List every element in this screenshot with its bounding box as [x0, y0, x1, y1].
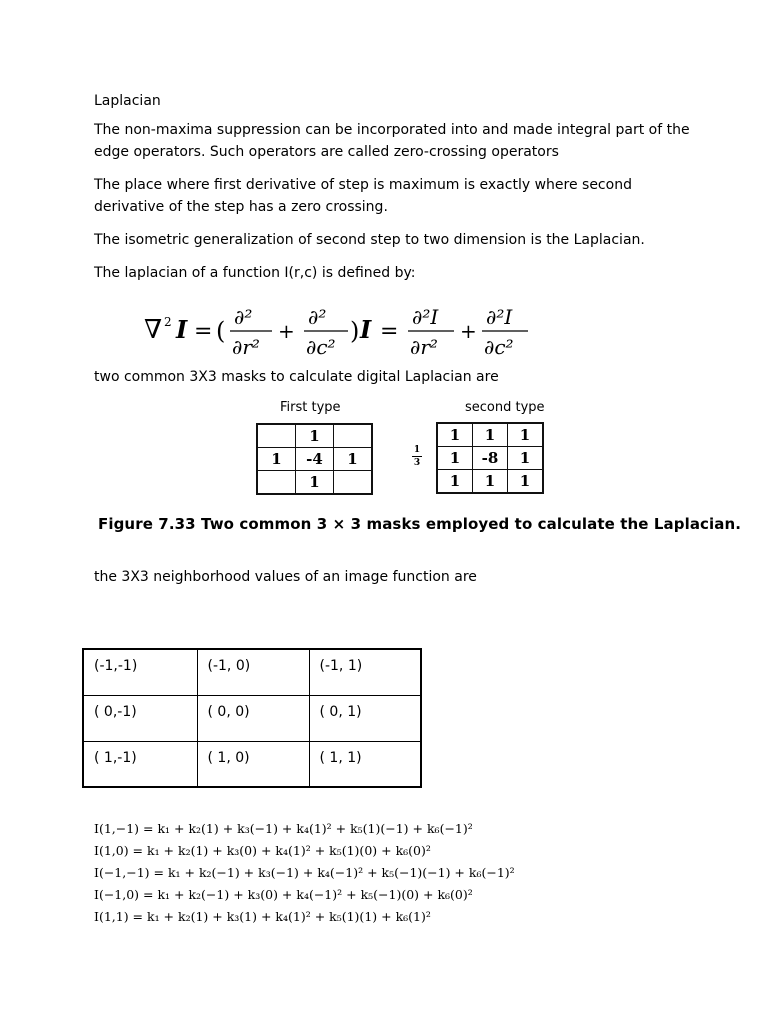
equation-list	[94, 818, 514, 928]
frac1-denominator: ∂r²	[232, 335, 260, 359]
equation-line: I(1,−1) = k₁ + k₂(1) + k₃(−1) + k₄(1)² + k₅(1)(−1) + k₆(−1)²	[94, 821, 473, 836]
mask2-cell: -8	[473, 447, 508, 470]
paragraph-non-maxima: The non-maxima suppression can be incorporated into and made integral part of the edge operators. Such operators are called zero-crossing operators	[94, 122, 690, 160]
scale-numerator: 1	[413, 445, 421, 455]
formula-right-paren: )	[350, 317, 360, 345]
table-cell: ( 0, 1)	[309, 695, 421, 741]
formula-I-left: I	[176, 315, 188, 344]
formula-plus-1: +	[278, 319, 295, 343]
mask1-cell: 1	[257, 448, 296, 471]
table-cell: ( 1, 1)	[309, 741, 421, 787]
mask-scale-fraction	[412, 445, 422, 468]
formula-plus-2: +	[460, 319, 477, 343]
first-type-mask	[256, 423, 373, 495]
paragraph-laplacian-definition: The laplacian of a function I(r,c) is defined by:	[94, 265, 416, 281]
mask2-cell: 1	[473, 423, 508, 447]
mask2-cell: 1	[437, 470, 473, 494]
paragraph-first-derivative: The place where first derivative of step is maximum is exactly where second derivative of the step has a zero crossing.	[94, 177, 632, 215]
figure-caption: Figure 7.33 Two common 3 × 3 masks employed to calculate the Laplacian.	[98, 515, 742, 533]
table-cell: ( 0,-1)	[83, 695, 197, 741]
second-type-mask	[436, 422, 544, 494]
frac4-denominator: ∂c²	[484, 335, 514, 359]
mask2-cell: 1	[508, 447, 544, 470]
formula-equals-2: =	[380, 319, 399, 344]
table-cell: (-1, 0)	[197, 649, 309, 695]
laplacian-formula	[144, 296, 544, 362]
frac3-denominator: ∂r²	[410, 335, 438, 359]
mask1-cell: 1	[296, 424, 334, 448]
table-row	[83, 649, 421, 695]
mask1-cell	[257, 424, 296, 448]
table-cell: ( 1, 0)	[197, 741, 309, 787]
neighborhood-table	[82, 648, 422, 788]
formula-I-mid: I	[360, 315, 372, 344]
mask2-cell: 1	[508, 470, 544, 494]
mask1-cell: -4	[296, 448, 334, 471]
nabla-exponent: 2	[164, 315, 172, 329]
first-type-label: First type	[280, 400, 341, 415]
mask2-cell: 1	[508, 423, 544, 447]
mask2-cell: 1	[437, 423, 473, 447]
heading-laplacian: Laplacian	[94, 93, 161, 109]
mask2-cell: 1	[437, 447, 473, 470]
equation-line: I(1,0) = k₁ + k₂(1) + k₃(0) + k₄(1)² + k₅(1)(0) + k₆(0)²	[94, 843, 431, 858]
frac2-denominator: ∂c²	[306, 335, 336, 359]
mask1-cell: 1	[334, 448, 373, 471]
equation-line: I(−1,0) = k₁ + k₂(−1) + k₃(0) + k₄(−1)² + k₅(−1)(0) + k₆(0)²	[94, 887, 473, 902]
equation-line: I(−1,−1) = k₁ + k₂(−1) + k₃(−1) + k₄(−1)² + k₅(−1)(−1) + k₆(−1)²	[94, 865, 515, 880]
mask1-cell	[257, 471, 296, 495]
equation-line: I(1,1) = k₁ + k₂(1) + k₃(1) + k₄(1)² + k₅(1)(1) + k₆(1)²	[94, 909, 431, 924]
table-cell: ( 0, 0)	[197, 695, 309, 741]
mask1-cell	[334, 424, 373, 448]
table-row	[83, 695, 421, 741]
formula-left-paren: (	[216, 317, 226, 345]
paragraph-isometric: The isometric generalization of second step to two dimension is the Laplacian.	[94, 232, 645, 248]
second-type-label: second type	[465, 400, 545, 415]
table-cell: (-1, 1)	[309, 649, 421, 695]
frac2-numerator: ∂²	[308, 305, 327, 329]
table-row	[83, 741, 421, 787]
paragraph-neighborhood: the 3X3 neighborhood values of an image function are	[94, 569, 477, 585]
frac3-numerator: ∂²I	[412, 305, 439, 329]
table-cell: (-1,-1)	[83, 649, 197, 695]
nabla-symbol: ∇	[144, 315, 163, 345]
frac1-numerator: ∂²	[234, 305, 253, 329]
mask1-cell: 1	[296, 471, 334, 495]
scale-denominator: 3	[413, 458, 421, 468]
formula-equals-1: =	[194, 319, 213, 344]
paragraph-two-masks: two common 3X3 masks to calculate digital Laplacian are	[94, 369, 499, 385]
frac4-numerator: ∂²I	[486, 305, 513, 329]
mask1-cell	[334, 471, 373, 495]
table-cell: ( 1,-1)	[83, 741, 197, 787]
mask2-cell: 1	[473, 470, 508, 494]
